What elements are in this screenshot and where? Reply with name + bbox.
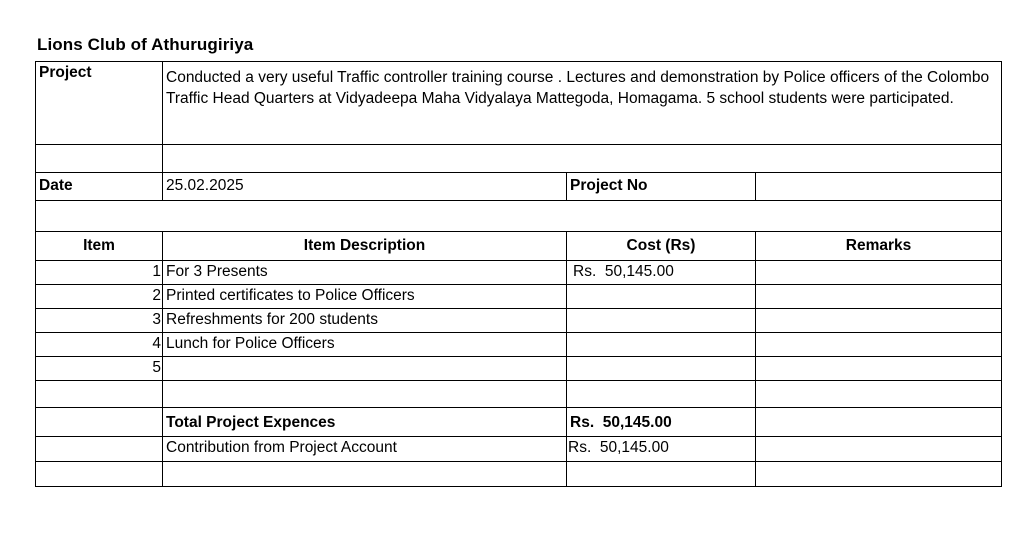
spacer-row bbox=[35, 201, 1002, 232]
table-row bbox=[35, 309, 1002, 333]
item-remarks bbox=[755, 333, 1001, 356]
table-row bbox=[35, 357, 1002, 381]
item-number: 5 bbox=[152, 359, 161, 376]
item-cost bbox=[566, 285, 755, 308]
item-description bbox=[162, 357, 566, 380]
item-description: Lunch for Police Officers bbox=[162, 333, 566, 356]
item-remarks bbox=[755, 309, 1001, 332]
header-item: Item bbox=[83, 237, 115, 254]
header-remarks: Remarks bbox=[755, 232, 1001, 260]
contribution-label: Contribution from Project Account bbox=[162, 437, 566, 461]
header-cost: Cost (Rs) bbox=[566, 232, 755, 260]
contribution-value: Rs. 50,145.00 bbox=[566, 437, 755, 461]
contribution-row bbox=[35, 437, 1002, 462]
project-row bbox=[35, 61, 1002, 145]
project-no-label: Project No bbox=[566, 173, 755, 200]
club-title: Lions Club of Athurugiriya bbox=[37, 35, 254, 54]
project-description: Conducted a very useful Traffic controller training course . Lectures and demonstration by Police officers of the Colombo Traffic Head Quarters at Vidyadeepa Maha Vidyalaya Mattegoda, Homagama. 5 school students were participated. bbox=[162, 62, 1001, 144]
item-cost bbox=[566, 333, 755, 356]
project-label: Project bbox=[39, 64, 92, 81]
total-row bbox=[35, 408, 1002, 437]
item-description: Refreshments for 200 students bbox=[162, 309, 566, 332]
date-value: 25.02.2025 bbox=[162, 173, 566, 200]
item-number: 2 bbox=[152, 287, 161, 304]
item-cost bbox=[566, 357, 755, 380]
item-cost bbox=[566, 309, 755, 332]
item-number: 4 bbox=[152, 335, 161, 352]
item-remarks bbox=[755, 285, 1001, 308]
date-label: Date bbox=[39, 177, 73, 194]
table-row bbox=[35, 261, 1002, 285]
item-cost: Rs. 50,145.00 bbox=[566, 261, 755, 284]
blank-row bbox=[35, 145, 1002, 173]
item-number: 3 bbox=[152, 311, 161, 328]
item-number: 1 bbox=[152, 263, 161, 280]
item-remarks bbox=[755, 261, 1001, 284]
item-remarks bbox=[755, 357, 1001, 380]
date-row bbox=[35, 173, 1002, 201]
item-description: For 3 Presents bbox=[162, 261, 566, 284]
item-description: Printed certificates to Police Officers bbox=[162, 285, 566, 308]
project-no-value bbox=[755, 173, 1001, 200]
total-value: Rs. 50,145.00 bbox=[566, 408, 755, 436]
table-header-row bbox=[35, 232, 1002, 261]
table-row bbox=[35, 285, 1002, 309]
blank-row bbox=[35, 462, 1002, 487]
table-row bbox=[35, 333, 1002, 357]
header-description: Item Description bbox=[162, 232, 566, 260]
project-sheet bbox=[35, 61, 1002, 487]
blank-row bbox=[35, 381, 1002, 408]
total-label: Total Project Expences bbox=[162, 408, 566, 436]
